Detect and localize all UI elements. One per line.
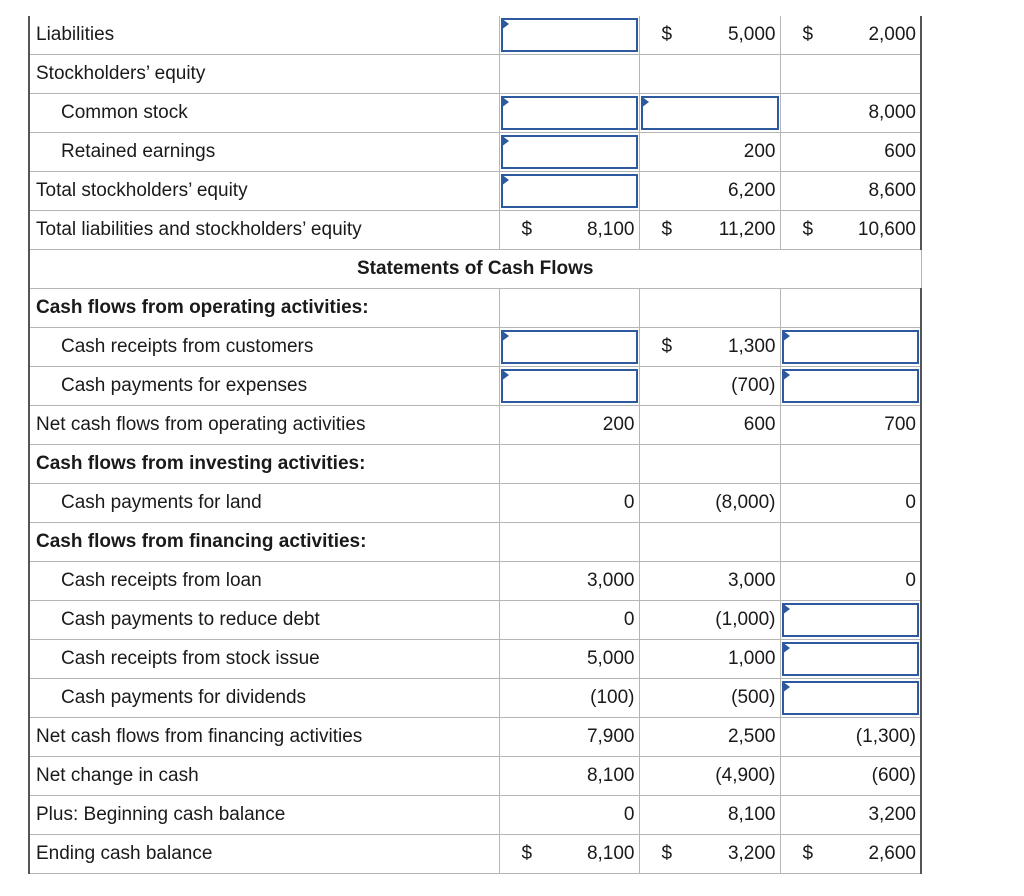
table-row (29, 484, 921, 523)
table-row (29, 16, 921, 55)
table-row (29, 250, 921, 289)
value-cell-col3 (780, 16, 921, 55)
amount-value: 11,200 (718, 219, 776, 240)
value-cell-col1 (499, 406, 639, 445)
section-heading: Statements of Cash Flows (29, 250, 921, 289)
currency-symbol: $ (661, 336, 673, 357)
value-cell-col3[interactable] (780, 640, 921, 679)
value-cell-col2 (639, 406, 780, 445)
answer-input[interactable] (501, 96, 638, 130)
value-cell-col1 (499, 796, 639, 835)
value-cell-col3 (780, 445, 921, 484)
amount-value: (8,000) (715, 492, 776, 513)
input-marker-icon (641, 96, 649, 108)
row-label-cash-flows-from-financing-activities: Cash flows from financing activities: (29, 523, 499, 562)
value-cell-col1 (499, 484, 639, 523)
value-cell-col1[interactable] (499, 16, 639, 55)
currency-symbol: $ (802, 219, 814, 240)
answer-input[interactable] (782, 642, 920, 676)
financial-statements-sheet (28, 16, 920, 874)
row-label-liabilities: Liabilities (29, 16, 499, 55)
value-cell-col2 (639, 562, 780, 601)
value-cell-col1 (499, 757, 639, 796)
answer-input[interactable] (782, 330, 920, 364)
amount-value: (1,300) (855, 726, 916, 747)
input-marker-icon (782, 369, 790, 381)
table-row (29, 211, 921, 250)
value-cell-col2 (639, 133, 780, 172)
amount-value: 600 (884, 141, 916, 162)
value-cell-col1[interactable] (499, 172, 639, 211)
input-marker-icon (501, 96, 509, 108)
value-cell-col2 (639, 367, 780, 406)
value-cell-col3 (780, 133, 921, 172)
currency-symbol: $ (661, 843, 673, 864)
amount-value: 3,000 (727, 570, 776, 591)
value-cell-col2 (639, 445, 780, 484)
currency-symbol: $ (802, 843, 814, 864)
answer-input[interactable] (782, 603, 920, 637)
input-marker-icon (501, 135, 509, 147)
table-row (29, 523, 921, 562)
value-cell-col2[interactable] (639, 94, 780, 133)
value-cell-col1[interactable] (499, 328, 639, 367)
amount-value: 5,000 (586, 648, 635, 669)
row-label-cash-payments-for-dividends: Cash payments for dividends (29, 679, 499, 718)
table-row (29, 562, 921, 601)
amount-value: 2,000 (868, 24, 916, 45)
value-cell-col3 (780, 55, 921, 94)
currency-symbol: $ (661, 24, 673, 45)
row-label-total-liabilities-and-stockholders-equity: Total liabilities and stockholders’ equity (29, 211, 499, 250)
value-cell-col3 (780, 406, 921, 445)
answer-input[interactable] (501, 369, 638, 403)
value-cell-col1[interactable] (499, 94, 639, 133)
table-row (29, 328, 921, 367)
table-row (29, 367, 921, 406)
financial-table (28, 16, 922, 874)
amount-value: (700) (731, 375, 776, 396)
value-cell-col1 (499, 289, 639, 328)
amount-value: (600) (871, 765, 916, 786)
currency-symbol: $ (521, 219, 533, 240)
amount-value: 1,000 (727, 648, 776, 669)
input-marker-icon (501, 330, 509, 342)
amount-value: 3,000 (586, 570, 635, 591)
row-label-net-change-in-cash: Net change in cash (29, 757, 499, 796)
currency-symbol: $ (661, 219, 673, 240)
amount-value: 0 (905, 570, 916, 591)
value-cell-col2 (639, 835, 780, 874)
value-cell-col1 (499, 718, 639, 757)
amount-value: (1,000) (715, 609, 776, 630)
amount-value: 8,100 (586, 843, 635, 864)
value-cell-col2 (639, 172, 780, 211)
value-cell-col1 (499, 562, 639, 601)
currency-symbol: $ (802, 24, 814, 45)
table-row (29, 718, 921, 757)
financial-table-body (29, 16, 921, 874)
value-cell-col2 (639, 757, 780, 796)
amount-value: (4,900) (715, 765, 776, 786)
currency-symbol: $ (521, 843, 533, 864)
amount-value: 1,300 (727, 336, 776, 357)
table-row (29, 757, 921, 796)
value-cell-col3 (780, 562, 921, 601)
input-marker-icon (782, 330, 790, 342)
amount-value: (100) (590, 687, 635, 708)
amount-value: 2,500 (727, 726, 776, 747)
value-cell-col3 (780, 211, 921, 250)
value-cell-col2 (639, 328, 780, 367)
value-cell-col3 (780, 523, 921, 562)
value-cell-col1 (499, 445, 639, 484)
amount-value: 10,600 (857, 219, 916, 240)
value-cell-col1 (499, 640, 639, 679)
answer-input[interactable] (501, 18, 638, 52)
table-row (29, 796, 921, 835)
answer-input[interactable] (782, 369, 920, 403)
answer-input[interactable] (501, 330, 638, 364)
amount-value: 200 (743, 141, 776, 162)
value-cell-col3[interactable] (780, 328, 921, 367)
row-label-cash-flows-from-investing-activities: Cash flows from investing activities: (29, 445, 499, 484)
input-marker-icon (782, 603, 790, 615)
amount-value: 8,000 (868, 102, 916, 123)
input-marker-icon (782, 681, 790, 693)
amount-value: 0 (623, 804, 635, 825)
table-row (29, 289, 921, 328)
amount-value: 6,200 (727, 180, 776, 201)
table-row (29, 640, 921, 679)
value-cell-col3 (780, 94, 921, 133)
value-cell-col3[interactable] (780, 679, 921, 718)
table-row (29, 835, 921, 874)
amount-value: 7,900 (586, 726, 635, 747)
value-cell-col2 (639, 640, 780, 679)
value-cell-col1 (499, 523, 639, 562)
row-label-common-stock: Common stock (29, 94, 499, 133)
amount-value: 2,600 (868, 843, 916, 864)
value-cell-col3 (780, 172, 921, 211)
value-cell-col1[interactable] (499, 367, 639, 406)
value-cell-col3 (780, 757, 921, 796)
value-cell-col2 (639, 289, 780, 328)
value-cell-col1 (499, 601, 639, 640)
amount-value: 600 (743, 414, 776, 435)
value-cell-col2 (639, 679, 780, 718)
amount-value: 3,200 (868, 804, 916, 825)
amount-value: 0 (623, 609, 635, 630)
value-cell-col3 (780, 484, 921, 523)
answer-input[interactable] (782, 681, 920, 715)
table-row (29, 172, 921, 211)
row-label-retained-earnings: Retained earnings (29, 133, 499, 172)
row-label-total-stockholders-equity: Total stockholders’ equity (29, 172, 499, 211)
table-row (29, 445, 921, 484)
value-cell-col3 (780, 835, 921, 874)
amount-value: 0 (905, 492, 916, 513)
answer-input[interactable] (641, 96, 779, 130)
value-cell-col3[interactable] (780, 601, 921, 640)
amount-value: 8,100 (727, 804, 776, 825)
row-label-stockholders-equity: Stockholders’ equity (29, 55, 499, 94)
amount-value: 8,600 (868, 180, 916, 201)
row-label-cash-receipts-from-customers: Cash receipts from customers (29, 328, 499, 367)
value-cell-col1[interactable] (499, 133, 639, 172)
row-label-cash-payments-for-expenses: Cash payments for expenses (29, 367, 499, 406)
amount-value: 200 (602, 414, 635, 435)
amount-value: 8,100 (586, 765, 635, 786)
value-cell-col1 (499, 679, 639, 718)
row-label-net-cash-flows-from-operating-activities: Net cash flows from operating activities (29, 406, 499, 445)
amount-value: 0 (623, 492, 635, 513)
value-cell-col3 (780, 796, 921, 835)
amount-value: 3,200 (727, 843, 776, 864)
amount-value: 5,000 (727, 24, 776, 45)
value-cell-col2 (639, 211, 780, 250)
value-cell-col2 (639, 796, 780, 835)
value-cell-col3[interactable] (780, 367, 921, 406)
value-cell-col2 (639, 523, 780, 562)
row-label-cash-receipts-from-loan: Cash receipts from loan (29, 562, 499, 601)
input-marker-icon (501, 174, 509, 186)
answer-input[interactable] (501, 174, 638, 208)
row-label-cash-payments-for-land: Cash payments for land (29, 484, 499, 523)
row-label-cash-receipts-from-stock-issue: Cash receipts from stock issue (29, 640, 499, 679)
row-label-ending-cash-balance: Ending cash balance (29, 835, 499, 874)
value-cell-col2 (639, 601, 780, 640)
table-row (29, 601, 921, 640)
table-row (29, 679, 921, 718)
table-row (29, 55, 921, 94)
value-cell-col1 (499, 211, 639, 250)
value-cell-col1 (499, 835, 639, 874)
input-marker-icon (501, 369, 509, 381)
value-cell-col3 (780, 718, 921, 757)
table-row (29, 133, 921, 172)
row-label-plus-beginning-cash-balance: Plus: Beginning cash balance (29, 796, 499, 835)
amount-value: (500) (731, 687, 776, 708)
value-cell-col1 (499, 55, 639, 94)
input-marker-icon (501, 18, 509, 30)
value-cell-col2 (639, 484, 780, 523)
row-label-cash-flows-from-operating-activities: Cash flows from operating activities: (29, 289, 499, 328)
value-cell-col2 (639, 55, 780, 94)
row-label-cash-payments-to-reduce-debt: Cash payments to reduce debt (29, 601, 499, 640)
value-cell-col2 (639, 16, 780, 55)
amount-value: 700 (884, 414, 916, 435)
value-cell-col3 (780, 289, 921, 328)
table-row (29, 94, 921, 133)
table-row (29, 406, 921, 445)
row-label-net-cash-flows-from-financing-activities: Net cash flows from financing activities (29, 718, 499, 757)
value-cell-col2 (639, 718, 780, 757)
amount-value: 8,100 (586, 219, 635, 240)
answer-input[interactable] (501, 135, 638, 169)
input-marker-icon (782, 642, 790, 654)
